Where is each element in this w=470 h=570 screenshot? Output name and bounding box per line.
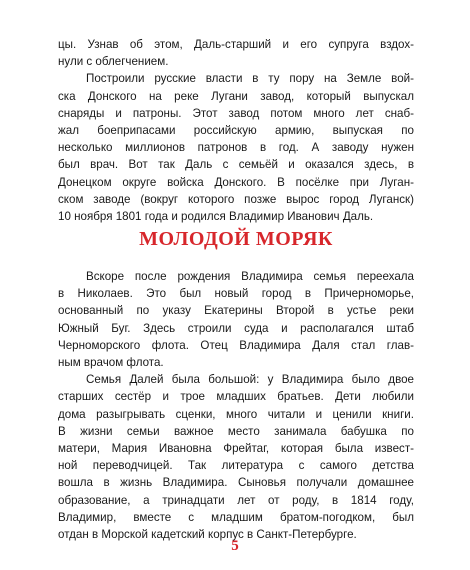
text-line: цы. Узнав об этом, Даль-старший и его супруга вздох- (58, 38, 414, 51)
section-text (58, 268, 414, 543)
text-line: снаряды и патроны. Этот завод потом много лет снаб- (58, 106, 414, 120)
text-line: матери, Мария Ивановна Фрейтаг, которая была извест- (58, 442, 414, 456)
intro-text (58, 36, 414, 225)
text-line: вошла в жизнь Владимира. Сыновья получали домашнее (58, 476, 414, 490)
text-line: Донецком округе войска Донского. В посёлке при Луган- (58, 175, 414, 189)
section-paragraph-2 (58, 371, 414, 543)
text-line: Южный Буг. Здесь строили суда и располагался штаб (58, 321, 414, 335)
text-line: несколько миллионов патронов в год. А заводу нужен (58, 141, 414, 155)
text-line: ска Донского на реке Лугани завод, который выпускал (58, 89, 414, 103)
text-line: Построили русские власти в ту пору на Земле вой- (86, 72, 414, 86)
text-line: дома разыгрывать сценки, много читали и ценили книги. (58, 407, 414, 421)
text-line: жал боеприпасами российскую армию, выпуская по (58, 124, 414, 138)
text-line: нули с облегчением. (58, 55, 169, 69)
text-line: основанный по указу Екатерины Второй в устье реки (58, 304, 414, 318)
text-line: образование, а тринадцати лет от роду, в 1814 году, (58, 493, 414, 507)
page-number: 5 (231, 538, 239, 554)
text-line: Семья Далей была большой: у Владимира было двое (86, 373, 414, 387)
text-line: 10 ноября 1801 года и родился Владимир Иванович Даль. (58, 210, 374, 224)
text-line: старших сестёр и трое младших братьев. Дети любили (58, 390, 414, 404)
text-line: ском заводе (вокруг которого позже вырос город Луганск) (58, 192, 414, 206)
text-line: в Николаев. Это был новый город в Причерноморье, (58, 287, 414, 301)
text-line: В жизни семьи важное место занимала бабушка по (58, 424, 414, 438)
text-line: Вскоре после рождения Владимира семья переехала (86, 270, 414, 283)
text-line: ным врачом флота. (58, 356, 164, 370)
section-heading: МОЛОДОЙ МОРЯК (139, 228, 333, 250)
text-line: отдан в Морской кадетский корпус в Санкт-Петербурге. (58, 528, 357, 542)
text-line: Владимир, вместе с младшим братом-погодком, был (58, 510, 414, 524)
intro-paragraph-1 (58, 36, 414, 70)
intro-paragraph-2 (58, 70, 414, 225)
text-line: Черноморского флота. Отец Владимира Даля стал глав- (58, 338, 414, 352)
text-line: ной переводчицей. Так литература с самого детства (58, 459, 414, 473)
section-paragraph-1 (58, 268, 414, 371)
text-line: был врач. Вот так Даль с семьёй и оказался здесь, в (58, 158, 414, 172)
